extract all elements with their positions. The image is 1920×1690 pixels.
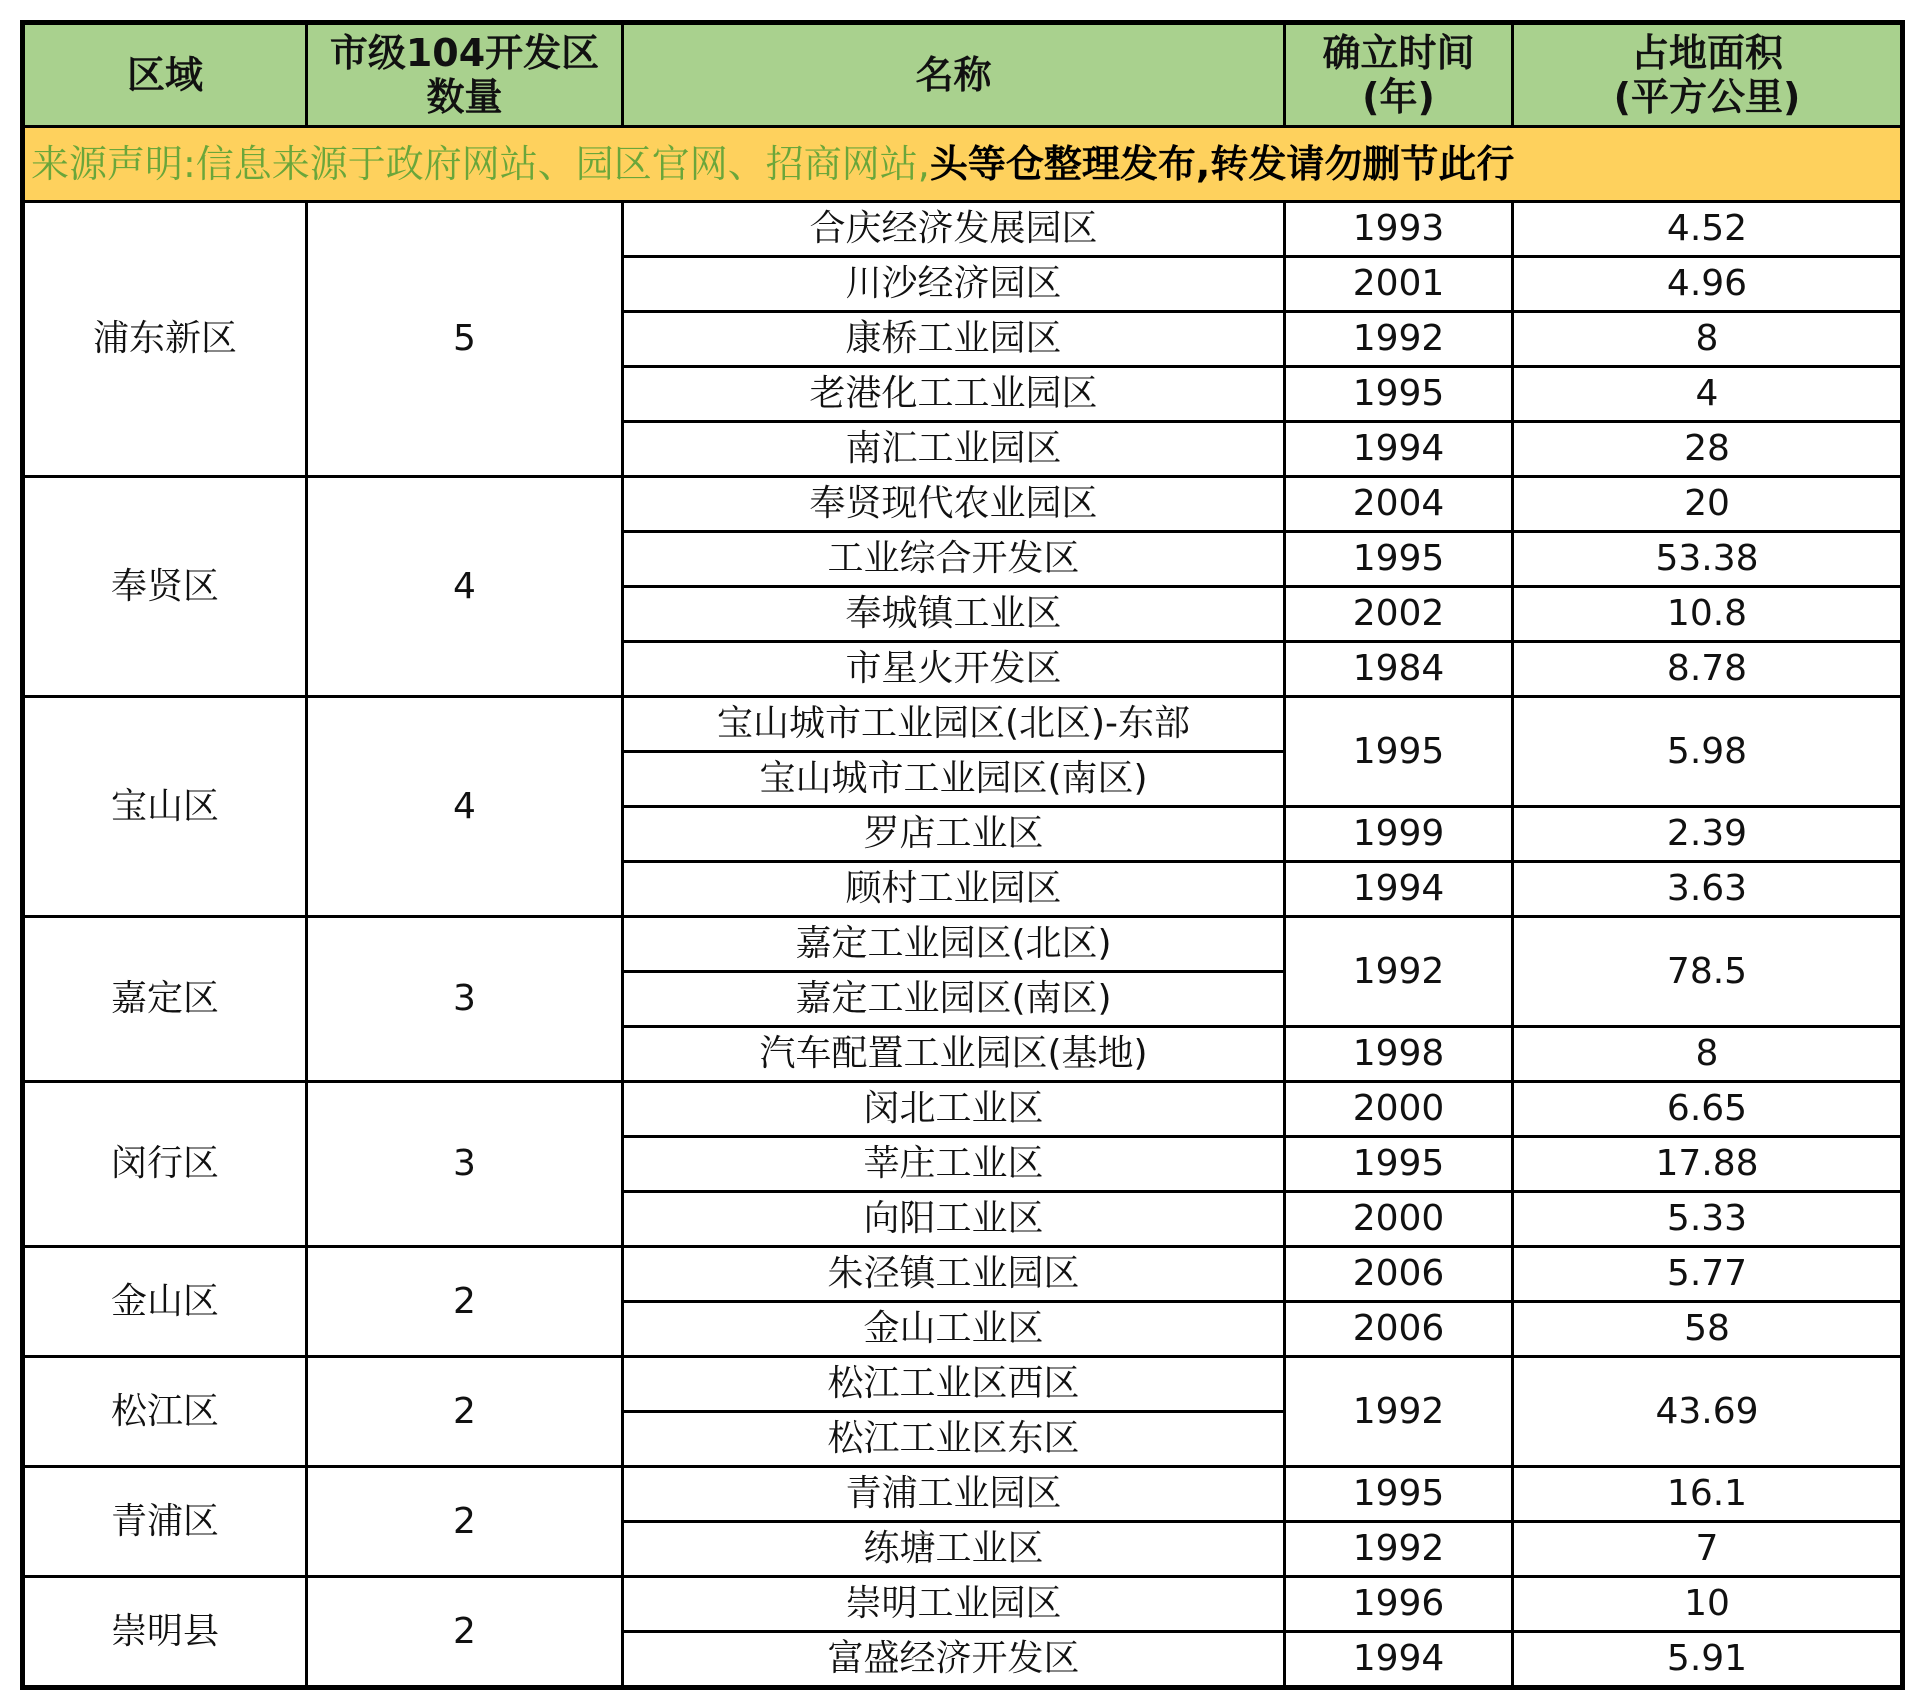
area-cell: 5.91 xyxy=(1513,1632,1903,1688)
table-row xyxy=(23,1357,1903,1412)
year-cell: 1992 xyxy=(1285,312,1513,367)
table-row xyxy=(23,1247,1903,1302)
count-cell: 2 xyxy=(307,1467,623,1577)
area-cell: 10.8 xyxy=(1513,587,1903,642)
header-area xyxy=(1513,23,1903,127)
year-cell: 2000 xyxy=(1285,1082,1513,1137)
zone-name-cell: 闵北工业区 xyxy=(623,1082,1285,1137)
header-year-line1: 确立时间 xyxy=(1322,31,1475,75)
zone-name-cell: 合庆经济发展园区 xyxy=(623,202,1285,257)
region-cell: 金山区 xyxy=(23,1247,307,1357)
area-cell: 8 xyxy=(1513,1027,1903,1082)
zone-name-cell: 富盛经济开发区 xyxy=(623,1632,1285,1688)
zone-name-cell: 宝山城市工业园区(北区)-东部 xyxy=(623,697,1285,752)
zone-name-cell: 松江工业区东区 xyxy=(623,1412,1285,1467)
zone-name-cell: 奉贤现代农业园区 xyxy=(623,477,1285,532)
year-cell: 1992 xyxy=(1285,1357,1513,1467)
year-cell: 1993 xyxy=(1285,202,1513,257)
region-cell: 浦东新区 xyxy=(23,202,307,477)
header-row xyxy=(23,23,1903,127)
zone-name-cell: 宝山城市工业园区(南区) xyxy=(623,752,1285,807)
area-cell: 78.5 xyxy=(1513,917,1903,1027)
region-cell: 闵行区 xyxy=(23,1082,307,1247)
area-cell: 4.96 xyxy=(1513,257,1903,312)
header-region: 区域 xyxy=(23,23,307,127)
year-cell: 2004 xyxy=(1285,477,1513,532)
zone-name-cell: 罗店工业区 xyxy=(623,807,1285,862)
source-notice-text: 来源声明:信息来源于政府网站、园区官网、招商网站, xyxy=(31,142,930,186)
zone-name-cell: 康桥工业园区 xyxy=(623,312,1285,367)
header-count-line1: 市级104开发区 xyxy=(329,31,600,75)
table-row xyxy=(23,917,1903,972)
count-cell: 2 xyxy=(307,1357,623,1467)
count-cell: 2 xyxy=(307,1247,623,1357)
year-cell: 2002 xyxy=(1285,587,1513,642)
header-area-line1: 占地面积 xyxy=(1630,31,1783,75)
year-cell: 1984 xyxy=(1285,642,1513,697)
area-cell: 10 xyxy=(1513,1577,1903,1632)
area-cell: 5.33 xyxy=(1513,1192,1903,1247)
source-notice xyxy=(23,127,1903,202)
year-cell: 1995 xyxy=(1285,1137,1513,1192)
year-cell: 1995 xyxy=(1285,697,1513,807)
area-cell: 5.77 xyxy=(1513,1247,1903,1302)
area-cell: 7 xyxy=(1513,1522,1903,1577)
year-cell: 1998 xyxy=(1285,1027,1513,1082)
zone-name-cell: 练塘工业区 xyxy=(623,1522,1285,1577)
year-cell: 1992 xyxy=(1285,1522,1513,1577)
header-area-line2: (平方公里) xyxy=(1613,75,1801,119)
table-row xyxy=(23,1467,1903,1522)
year-cell: 1996 xyxy=(1285,1577,1513,1632)
zone-name-cell: 奉城镇工业区 xyxy=(623,587,1285,642)
count-cell: 3 xyxy=(307,1082,623,1247)
zone-name-cell: 崇明工业园区 xyxy=(623,1577,1285,1632)
area-cell: 3.63 xyxy=(1513,862,1903,917)
zone-name-cell: 青浦工业园区 xyxy=(623,1467,1285,1522)
zone-name-cell: 莘庄工业区 xyxy=(623,1137,1285,1192)
table-row xyxy=(23,202,1903,257)
area-cell: 53.38 xyxy=(1513,532,1903,587)
region-cell: 宝山区 xyxy=(23,697,307,917)
area-cell: 8.78 xyxy=(1513,642,1903,697)
count-cell: 4 xyxy=(307,477,623,697)
zone-name-cell: 嘉定工业园区(南区) xyxy=(623,972,1285,1027)
area-cell: 4 xyxy=(1513,367,1903,422)
zone-name-cell: 向阳工业区 xyxy=(623,1192,1285,1247)
count-cell: 3 xyxy=(307,917,623,1082)
zone-name-cell: 顾村工业园区 xyxy=(623,862,1285,917)
year-cell: 1994 xyxy=(1285,422,1513,477)
area-cell: 58 xyxy=(1513,1302,1903,1357)
table-row xyxy=(23,1082,1903,1137)
count-cell: 4 xyxy=(307,697,623,917)
header-count-line2: 数量 xyxy=(426,75,503,119)
count-cell: 2 xyxy=(307,1577,623,1688)
table-row xyxy=(23,1577,1903,1632)
area-cell: 4.52 xyxy=(1513,202,1903,257)
zone-name-cell: 川沙经济园区 xyxy=(623,257,1285,312)
zone-name-cell: 工业综合开发区 xyxy=(623,532,1285,587)
area-cell: 43.69 xyxy=(1513,1357,1903,1467)
zone-name-cell: 老港化工工业园区 xyxy=(623,367,1285,422)
area-cell: 17.88 xyxy=(1513,1137,1903,1192)
year-cell: 2006 xyxy=(1285,1302,1513,1357)
year-cell: 1999 xyxy=(1285,807,1513,862)
header-year-line2: (年) xyxy=(1362,75,1435,119)
year-cell: 1995 xyxy=(1285,367,1513,422)
publisher-notice-text: 头等仓整理发布,转发请勿删节此行 xyxy=(929,142,1515,186)
area-cell: 6.65 xyxy=(1513,1082,1903,1137)
area-cell: 8 xyxy=(1513,312,1903,367)
table-row xyxy=(23,697,1903,752)
year-cell: 2006 xyxy=(1285,1247,1513,1302)
year-cell: 1995 xyxy=(1285,532,1513,587)
year-cell: 2000 xyxy=(1285,1192,1513,1247)
zone-name-cell: 汽车配置工业园区(基地) xyxy=(623,1027,1285,1082)
zone-name-cell: 市星火开发区 xyxy=(623,642,1285,697)
year-cell: 1995 xyxy=(1285,1467,1513,1522)
year-cell: 2001 xyxy=(1285,257,1513,312)
region-cell: 崇明县 xyxy=(23,1577,307,1688)
area-cell: 28 xyxy=(1513,422,1903,477)
year-cell: 1994 xyxy=(1285,862,1513,917)
area-cell: 5.98 xyxy=(1513,697,1903,807)
region-cell: 嘉定区 xyxy=(23,917,307,1082)
year-cell: 1992 xyxy=(1285,917,1513,1027)
region-cell: 奉贤区 xyxy=(23,477,307,697)
zone-name-cell: 嘉定工业园区(北区) xyxy=(623,917,1285,972)
count-cell: 5 xyxy=(307,202,623,477)
area-cell: 2.39 xyxy=(1513,807,1903,862)
source-notice-row xyxy=(23,127,1903,202)
development-zone-table xyxy=(20,20,1905,1690)
zone-name-cell: 南汇工业园区 xyxy=(623,422,1285,477)
header-name: 名称 xyxy=(623,23,1285,127)
table-row xyxy=(23,477,1903,532)
year-cell: 1994 xyxy=(1285,1632,1513,1688)
header-count xyxy=(307,23,623,127)
region-cell: 青浦区 xyxy=(23,1467,307,1577)
zone-name-cell: 松江工业区西区 xyxy=(623,1357,1285,1412)
zone-name-cell: 金山工业区 xyxy=(623,1302,1285,1357)
area-cell: 20 xyxy=(1513,477,1903,532)
area-cell: 16.1 xyxy=(1513,1467,1903,1522)
region-cell: 松江区 xyxy=(23,1357,307,1467)
header-year xyxy=(1285,23,1513,127)
zone-name-cell: 朱泾镇工业园区 xyxy=(623,1247,1285,1302)
